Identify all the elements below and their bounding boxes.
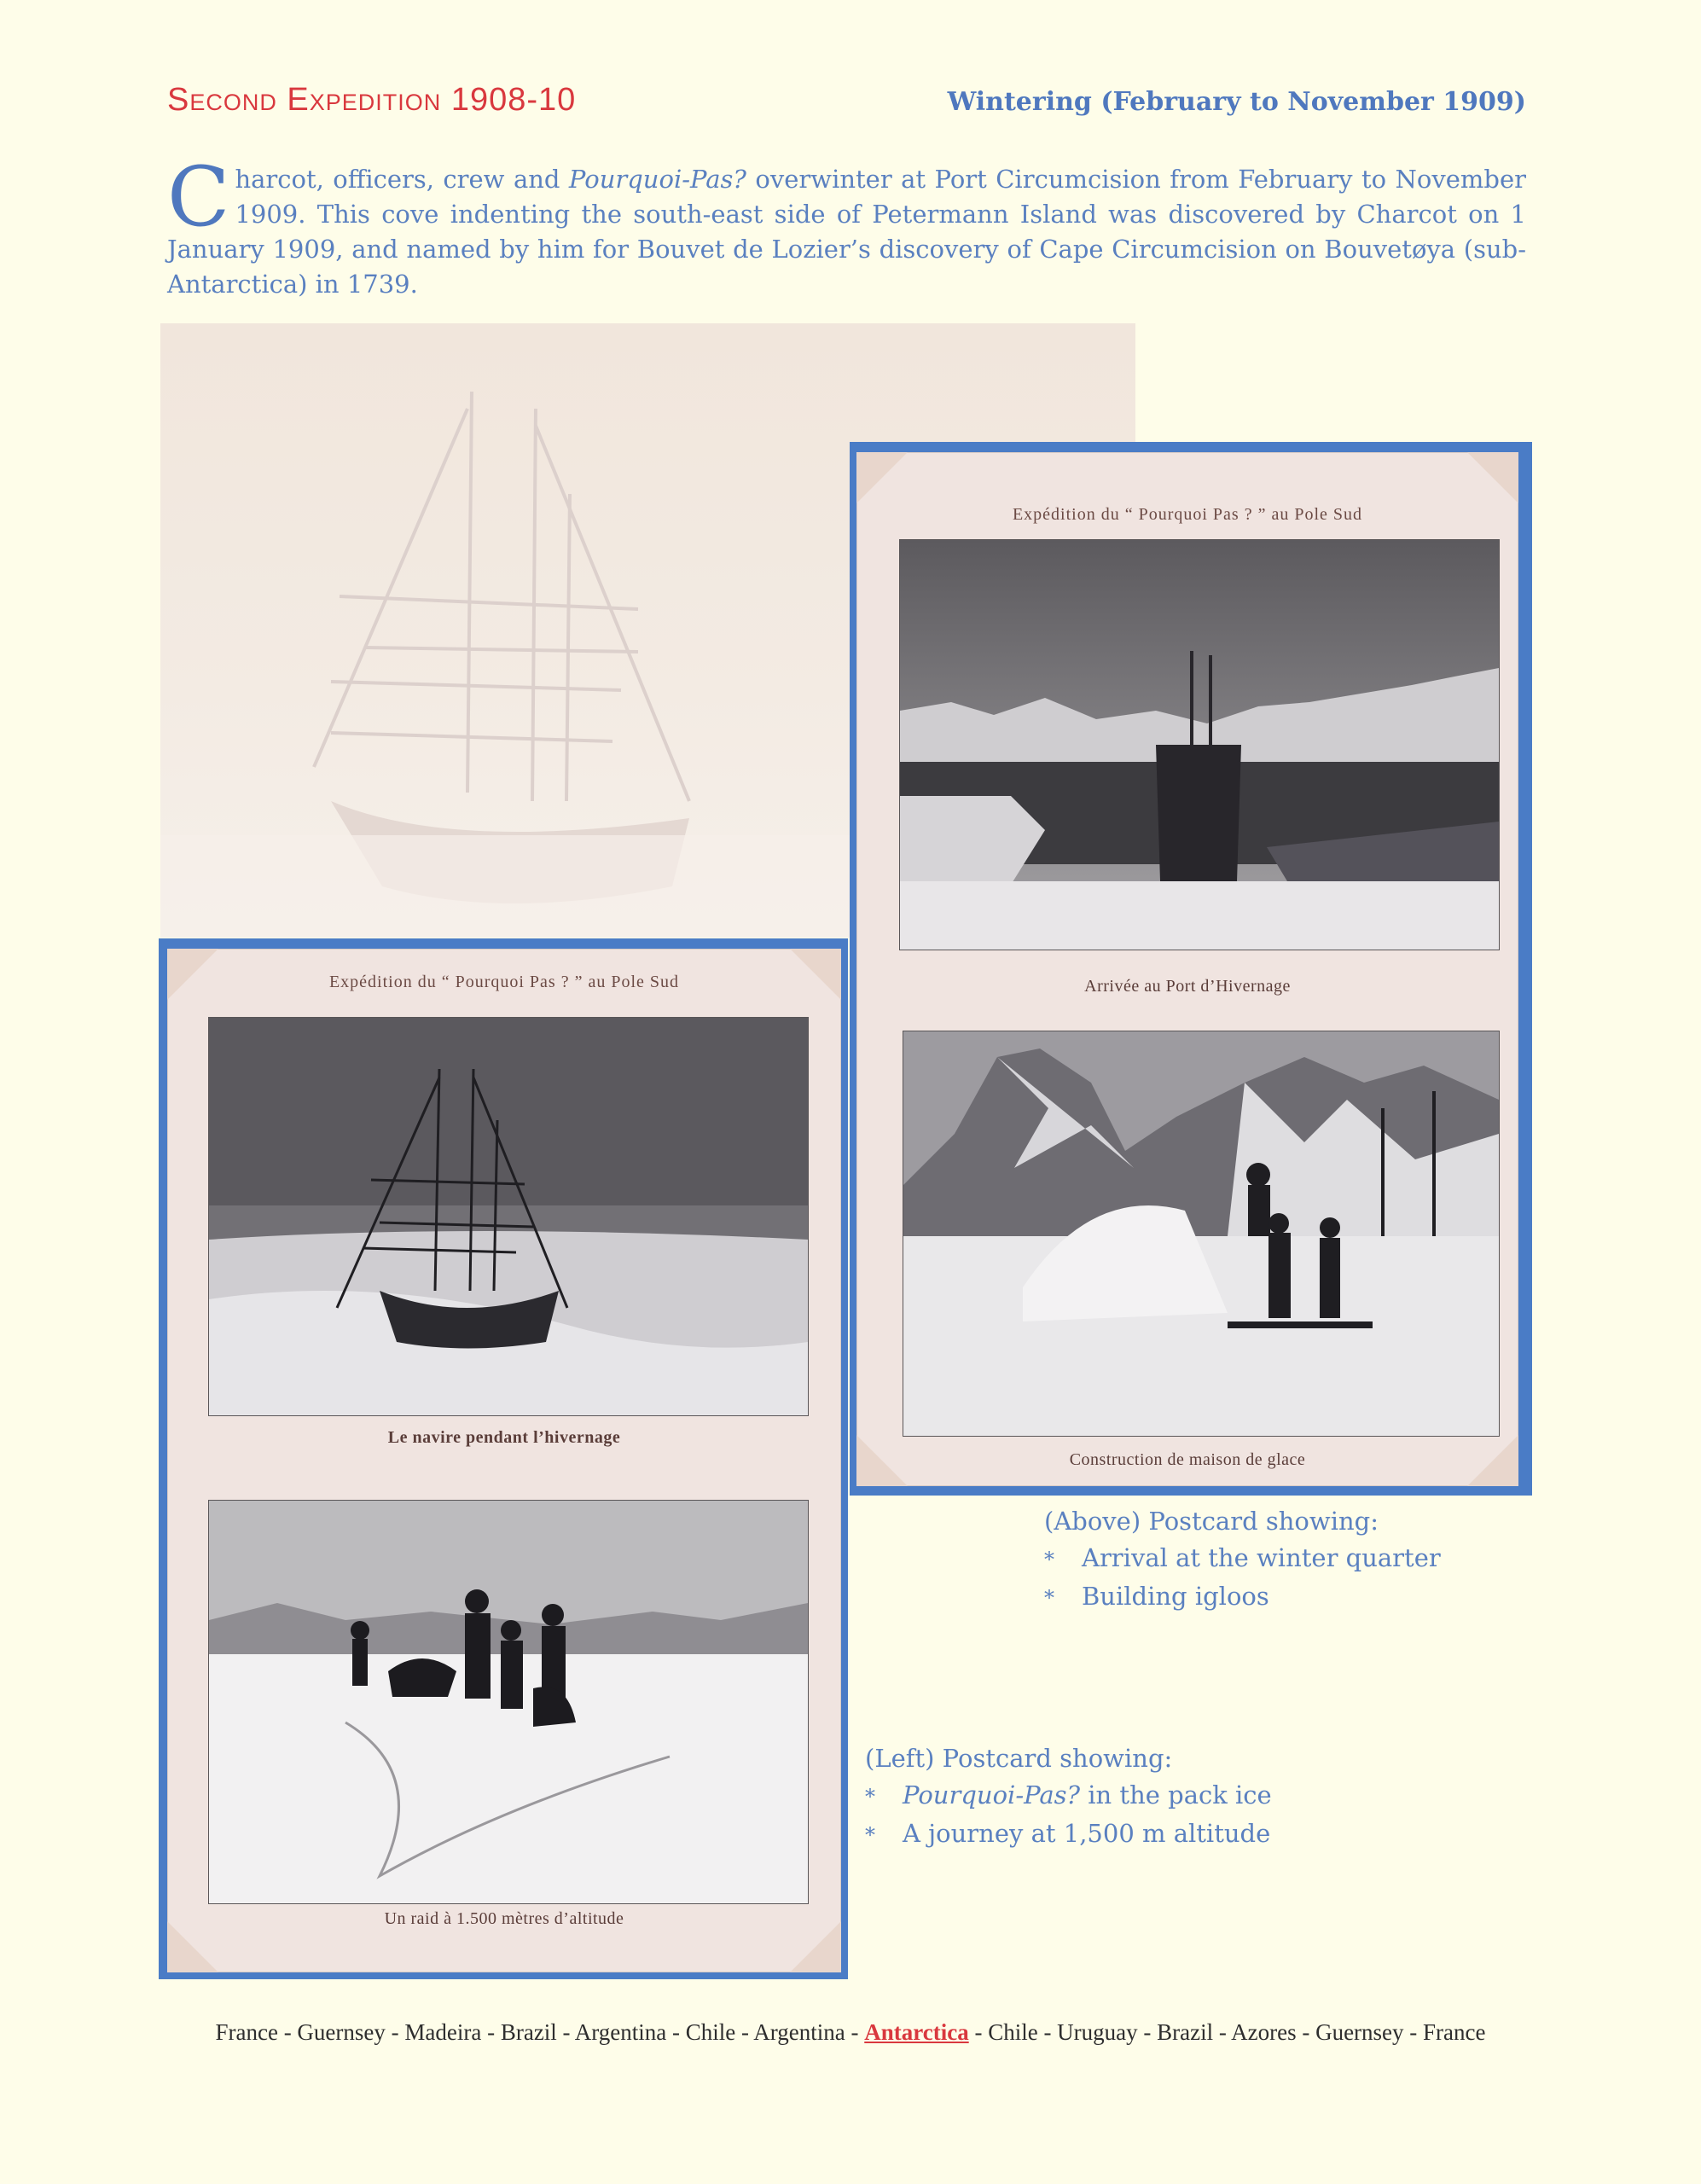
section-title: Wintering (February to November 1909) xyxy=(947,87,1526,117)
notes-above-item xyxy=(1044,1578,1441,1617)
notes-left xyxy=(865,1740,1272,1854)
photo-corner-top-left xyxy=(856,452,908,503)
intro-text-part2: overwinter at Port Circumcision from February to November 1909. This cove indenting the south-east side of Petermann Island was discovered by Charcot on 1 January 1909, and named by him for Bouvet de Lozier’s discovery of Cape Circumcision on Bouvetøya (sub-Antarctica) in 1739. xyxy=(167,165,1526,299)
left-postcard-caption-top: Le navire pendant l’hivernage xyxy=(387,1428,621,1447)
notes-above xyxy=(1044,1503,1441,1617)
notes-above-item-text: Building igloos xyxy=(1082,1582,1269,1611)
route-before: France - Guernsey - Madeira - Brazil - Argentina - Chile - Argentina - xyxy=(215,2019,865,2045)
photo-corner-bottom-right xyxy=(790,1921,841,1972)
photo-corner-bottom-left xyxy=(856,1435,908,1486)
left-postcard xyxy=(167,949,841,1972)
intro-ship-name: Pourquoi-Pas? xyxy=(568,165,746,194)
raid-illustration xyxy=(209,1501,808,1903)
right-postcard-heading: Expédition du “ Pourquoi Pas ? ” au Pole Sud xyxy=(1012,505,1363,524)
intro-paragraph xyxy=(167,149,1526,302)
notes-left-intro: (Left) Postcard showing: xyxy=(865,1744,1173,1773)
bullet-icon: * xyxy=(865,1823,875,1847)
expedition-route xyxy=(0,2019,1701,2046)
raid-photo xyxy=(208,1500,809,1904)
right-postcard-caption-top: Arrivée au Port d’Hivernage xyxy=(1084,977,1291,996)
photo-corner-top-left xyxy=(167,949,218,1000)
right-postcard xyxy=(856,452,1518,1486)
intro-text-part1: harcot, officers, crew and xyxy=(235,165,569,194)
bullet-icon: * xyxy=(1044,1548,1054,1571)
igloo-photo xyxy=(903,1031,1500,1437)
notes-left-item xyxy=(865,1777,1272,1815)
photo-corner-top-right xyxy=(1467,452,1518,503)
ship-in-ice-illustration xyxy=(209,1018,808,1415)
photo-corner-bottom-right xyxy=(1467,1435,1518,1486)
notes-above-intro: (Above) Postcard showing: xyxy=(1044,1507,1379,1536)
left-postcard-caption-bottom: Un raid à 1.500 mètres d’altitude xyxy=(384,1909,624,1928)
dropcap: C xyxy=(167,149,230,245)
right-postcard-caption-bottom: Construction de maison de glace xyxy=(1069,1450,1306,1469)
notes-left-item-text: in the pack ice xyxy=(1080,1780,1272,1809)
arrival-illustration xyxy=(900,540,1499,950)
ship-in-ice-photo xyxy=(208,1017,809,1416)
notes-left-item-text: A journey at 1,500 m altitude xyxy=(903,1819,1271,1848)
photo-corner-top-right xyxy=(790,949,841,1000)
arrival-photo xyxy=(899,539,1500,950)
bullet-icon: * xyxy=(1044,1586,1054,1610)
route-highlight: Antarctica xyxy=(864,2019,969,2045)
photo-corner-bottom-left xyxy=(167,1921,218,1972)
notes-above-item xyxy=(1044,1540,1441,1578)
expedition-title: Second Expedition 1908-10 xyxy=(167,82,577,118)
igloo-illustration xyxy=(903,1031,1499,1436)
bullet-icon: * xyxy=(865,1785,875,1809)
notes-left-item xyxy=(865,1815,1272,1854)
notes-left-item-ship: Pourquoi-Pas? xyxy=(903,1780,1081,1809)
left-postcard-heading: Expédition du “ Pourquoi Pas ? ” au Pole Sud xyxy=(328,973,680,991)
notes-above-item-text: Arrival at the winter quarter xyxy=(1082,1543,1441,1572)
route-after: - Chile - Uruguay - Brazil - Azores - Guernsey - France xyxy=(968,2019,1486,2045)
